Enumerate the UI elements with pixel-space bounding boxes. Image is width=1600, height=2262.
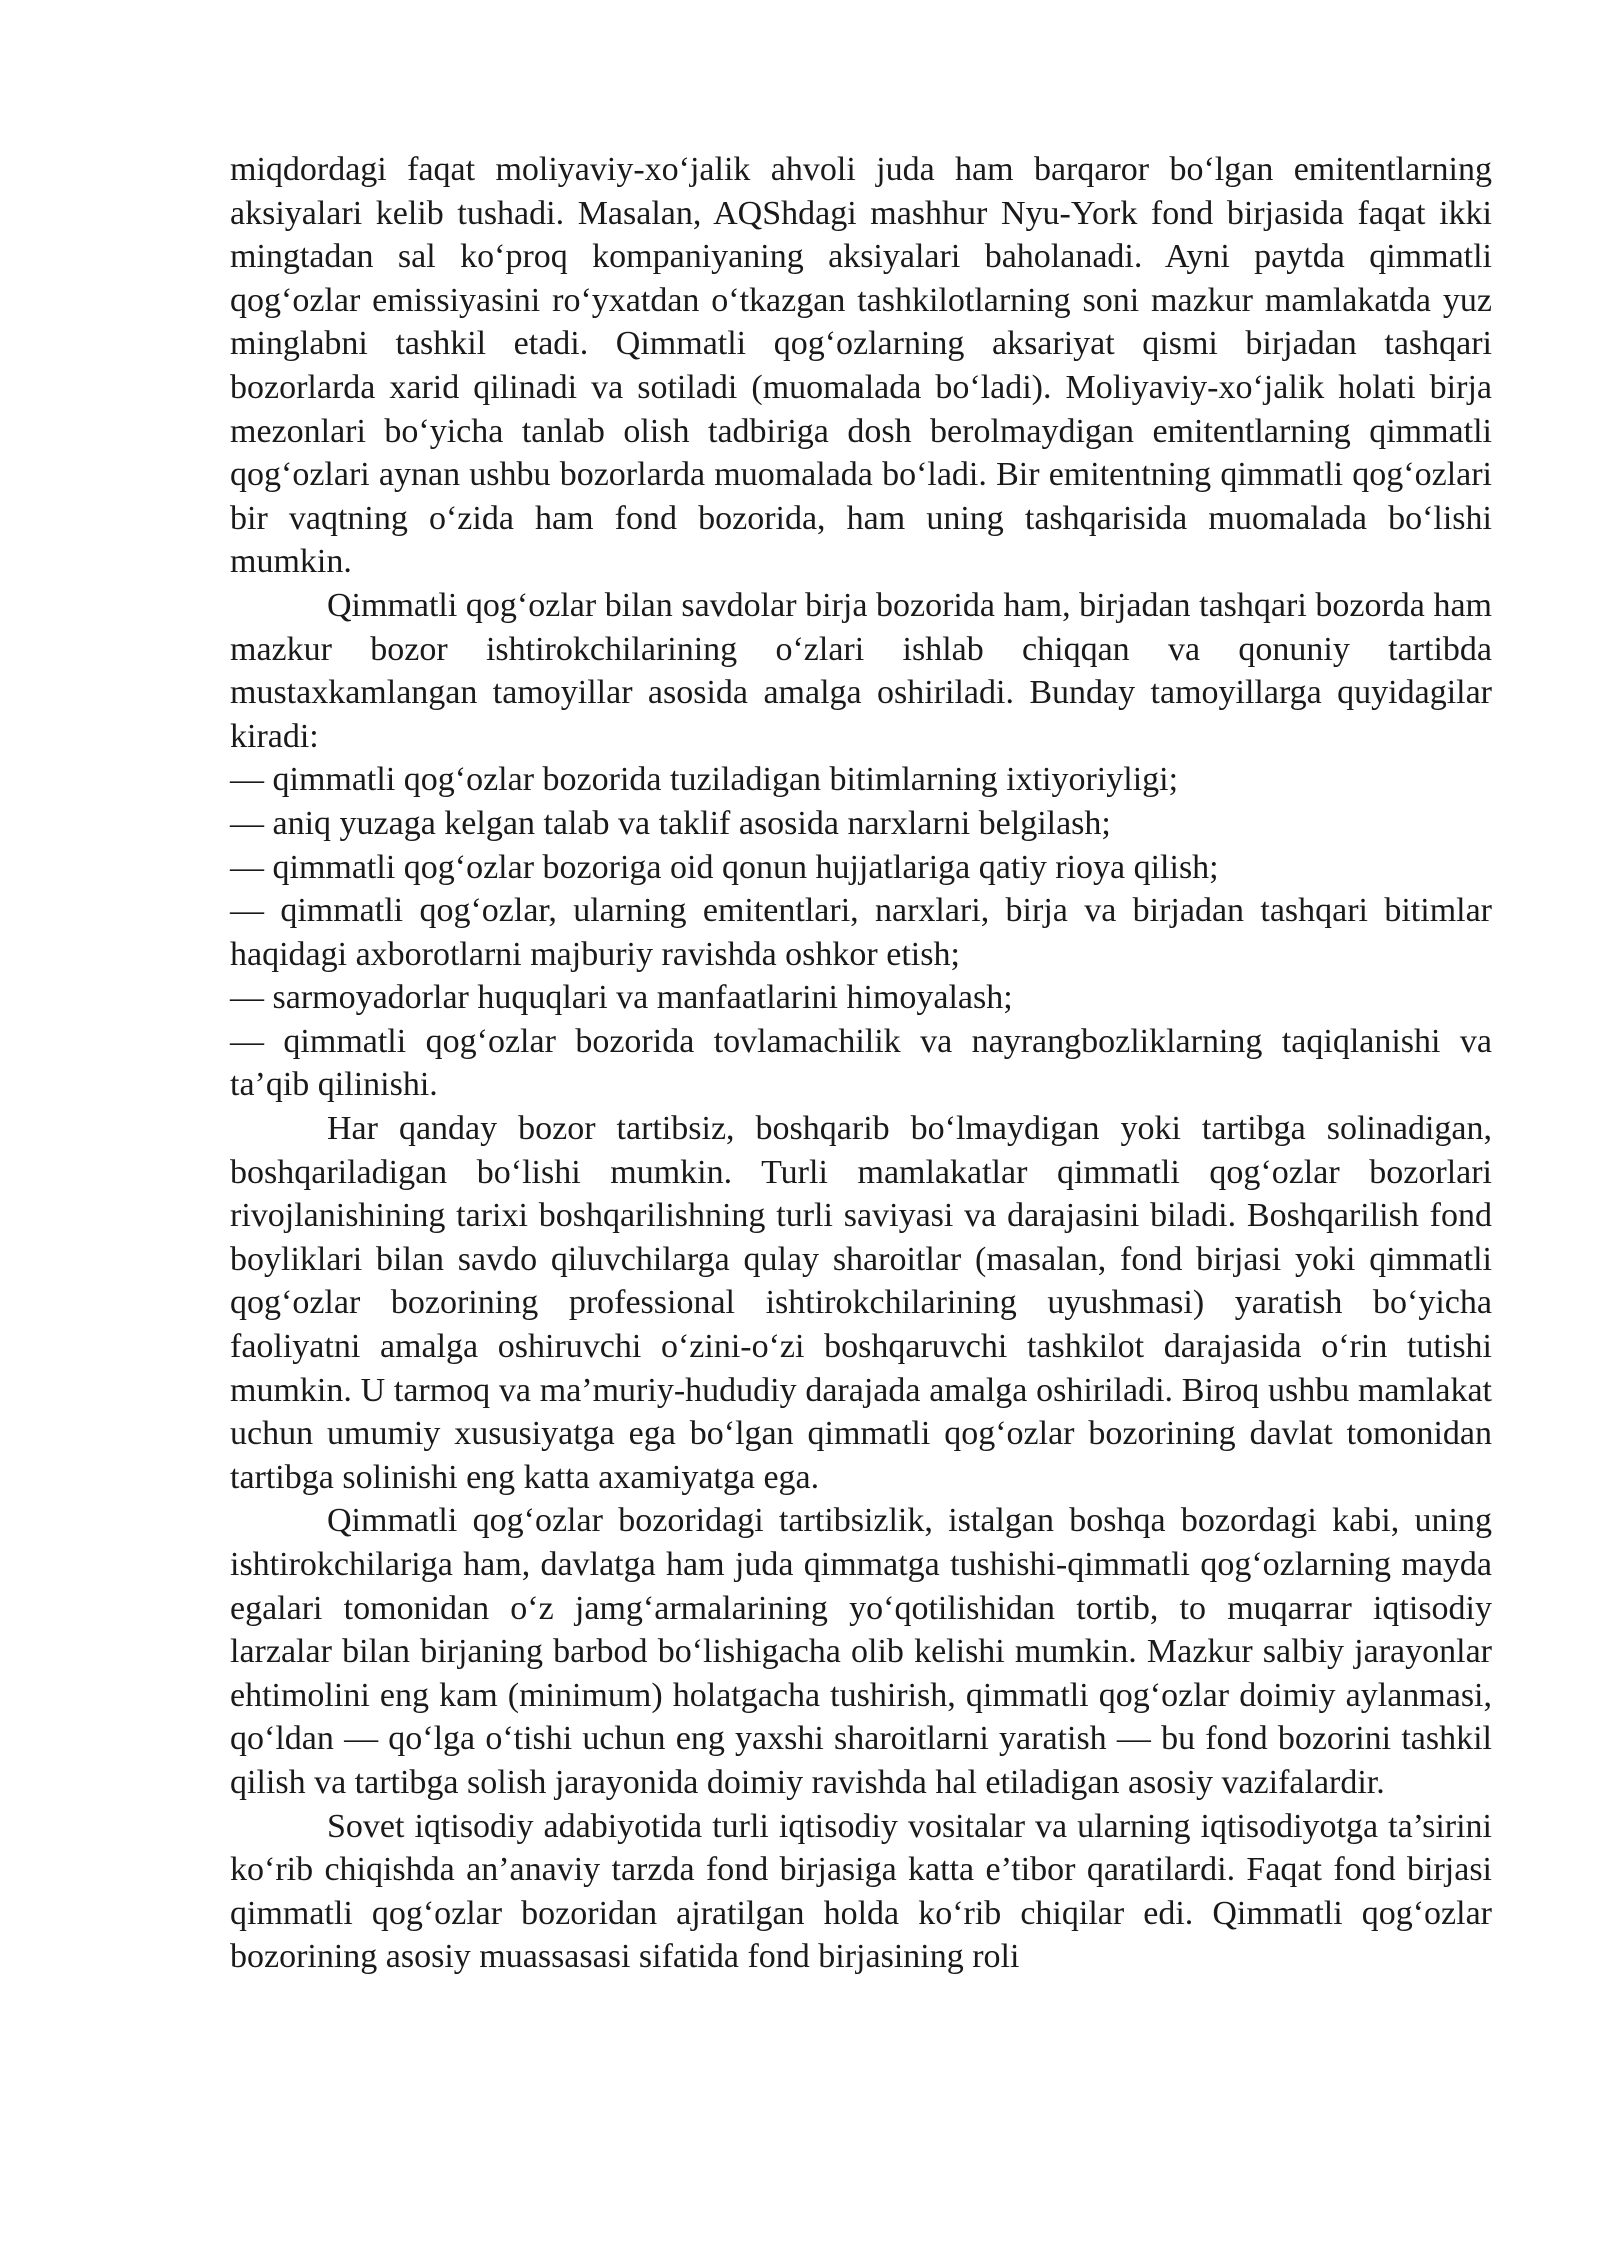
list-item: — aniq yuzaga kelgan talab va taklif asosida narxlarni belgilash; [230,804,1111,842]
principles-list [230,758,1492,1107]
list-item: — sarmoyadorlar huquqlari va manfaatlarini himoyalash; [230,979,1013,1017]
paragraph-principles-intro: Qimmatli qog‘ozlar bilan savdolar birja bozorida ham, birjadan tashqari bozorda ham mazkur bozor ishtirokchilarining o‘zlari ishlab chiqqan va qonuniy tartibda mustaxkamlangan tamoyillar asosida amalga oshiriladi. Bunday tamoyillarga quyidagilar kiradi: [230,586,1492,755]
paragraph-soviet-literature: Sovet iqtisodiy adabiyotida turli iqtisodiy vositalar va ularning iqtisodiyotga ta’sirini ko‘rib chiqishda an’anaviy tarzda fond birjasiga katta e’tibor qaratilardi. Faqat fond birjasi qimmatli qog‘ozlar bozoridan ajratilgan holda ko‘rib chiqilar edi. Qimmatli qog‘ozlar bozorining asosiy muassasasi sifatida fond birjasining roli [230,1807,1492,1976]
list-item: — qimmatli qog‘ozlar, ularning emitentlari, narxlari, birja va birjadan tashqari bitimlar haqidagi axborotlarni majburiy ravishda oshkor etish; [230,892,1492,973]
paragraph-market-regulation: Har qanday bozor tartibsiz, boshqarib bo‘lmaydigan yoki tartibga solinadigan, boshqariladigan bo‘lishi mumkin. Turli mamlakatlar qimmatli qog‘ozlar bozorlari rivojlanishining tarixi boshqarilishning turli saviyasi va darajasini biladi. Boshqarilish fond boyliklari bilan savdo qiluvchilarga qulay sharoitlar (masalan, fond birjasi yoki qimmatli qog‘ozlar bozorining professional ishtirokchilarining uyushmasi) yaratish bo‘yicha faoliyatni amalga oshiruvchi o‘zini-o‘zi boshqaruvchi tashkilot darajasida o‘rin tutishi mumkin. U tarmoq va ma’muriy-hududiy darajada amalga oshiriladi. Biroq ushbu mamlakat uchun umumiy xususiyatga ega bo‘lgan qimmatli qog‘ozlar bozorining davlat tomonidan tartibga solinishi eng katta axamiyatga ega. [230,1110,1492,1496]
paragraph-market-disorder: Qimmatli qog‘ozlar bozoridagi tartibsizlik, istalgan boshqa bozordagi kabi, uning ishtirokchilariga ham, davlatga ham juda qimmatga tushishi-qimmatli qog‘ozlarning mayda egalari tomonidan o‘z jamg‘armalarining yo‘qotilishidan tortib, to muqarrar iqtisodiy larzalar bilan birjaning barbod bo‘lishigacha olib kelishi mumkin. Mazkur salbiy jarayonlar ehtimolini eng kam (minimum) holatgacha tushirish, qimmatli qog‘ozlar doimiy aylanmasi, qo‘ldan — qo‘lga o‘tishi uchun eng yaxshi sharoitlarni yaratish — bu fond bozorini tashkil qilish va tartibga solish jarayonida doimiy ravishda hal etiladigan asosiy vazifalardir. [230,1502,1492,1801]
list-item: — qimmatli qog‘ozlar bozorida tuziladigan bitimlarning ixtiyoriyligi; [230,761,1179,799]
document-page [230,148,1492,1979]
list-item: — qimmatli qog‘ozlar bozorida tovlamachilik va nayrangbozliklarning taqiqlanishi va ta’qib qilinishi. [230,1022,1492,1104]
paragraph-continuation: miqdordagi faqat moliyaviy-xo‘jalik ahvoli juda ham barqaror bo‘lgan emitentlarning aksiyalari kelib tushadi. Masalan, AQShdagi mashhur Nyu-York fond birjasida faqat ikki mingtadan sal ko‘proq kompaniyaning aksiyalari baholanadi. Ayni paytda qimmatli qog‘ozlar emissiyasini ro‘yxatdan o‘tkazgan tashkilotlarning soni mazkur mamlakatda yuz minglabni tashkil etadi. Qimmatli qog‘ozlarning aksariyat qismi birjadan tashqari bozorlarda xarid qilinadi va sotiladi (muomalada bo‘ladi). Moliyaviy-xo‘jalik holati birja mezonlari bo‘yicha tanlab olish tadbiriga dosh berolmaydigan emitentlarning qimmatli qog‘ozlari aynan ushbu bozorlarda muomalada bo‘ladi. Bir emitentning qimmatli qog‘ozlari bir vaqtning o‘zida ham fond bozorida, ham uning tashqarisida muomalada bo‘lishi mumkin. [230,151,1492,581]
list-item: — qimmatli qog‘ozlar bozoriga oid qonun hujjatlariga qatiy rioya qilish; [230,848,1219,886]
